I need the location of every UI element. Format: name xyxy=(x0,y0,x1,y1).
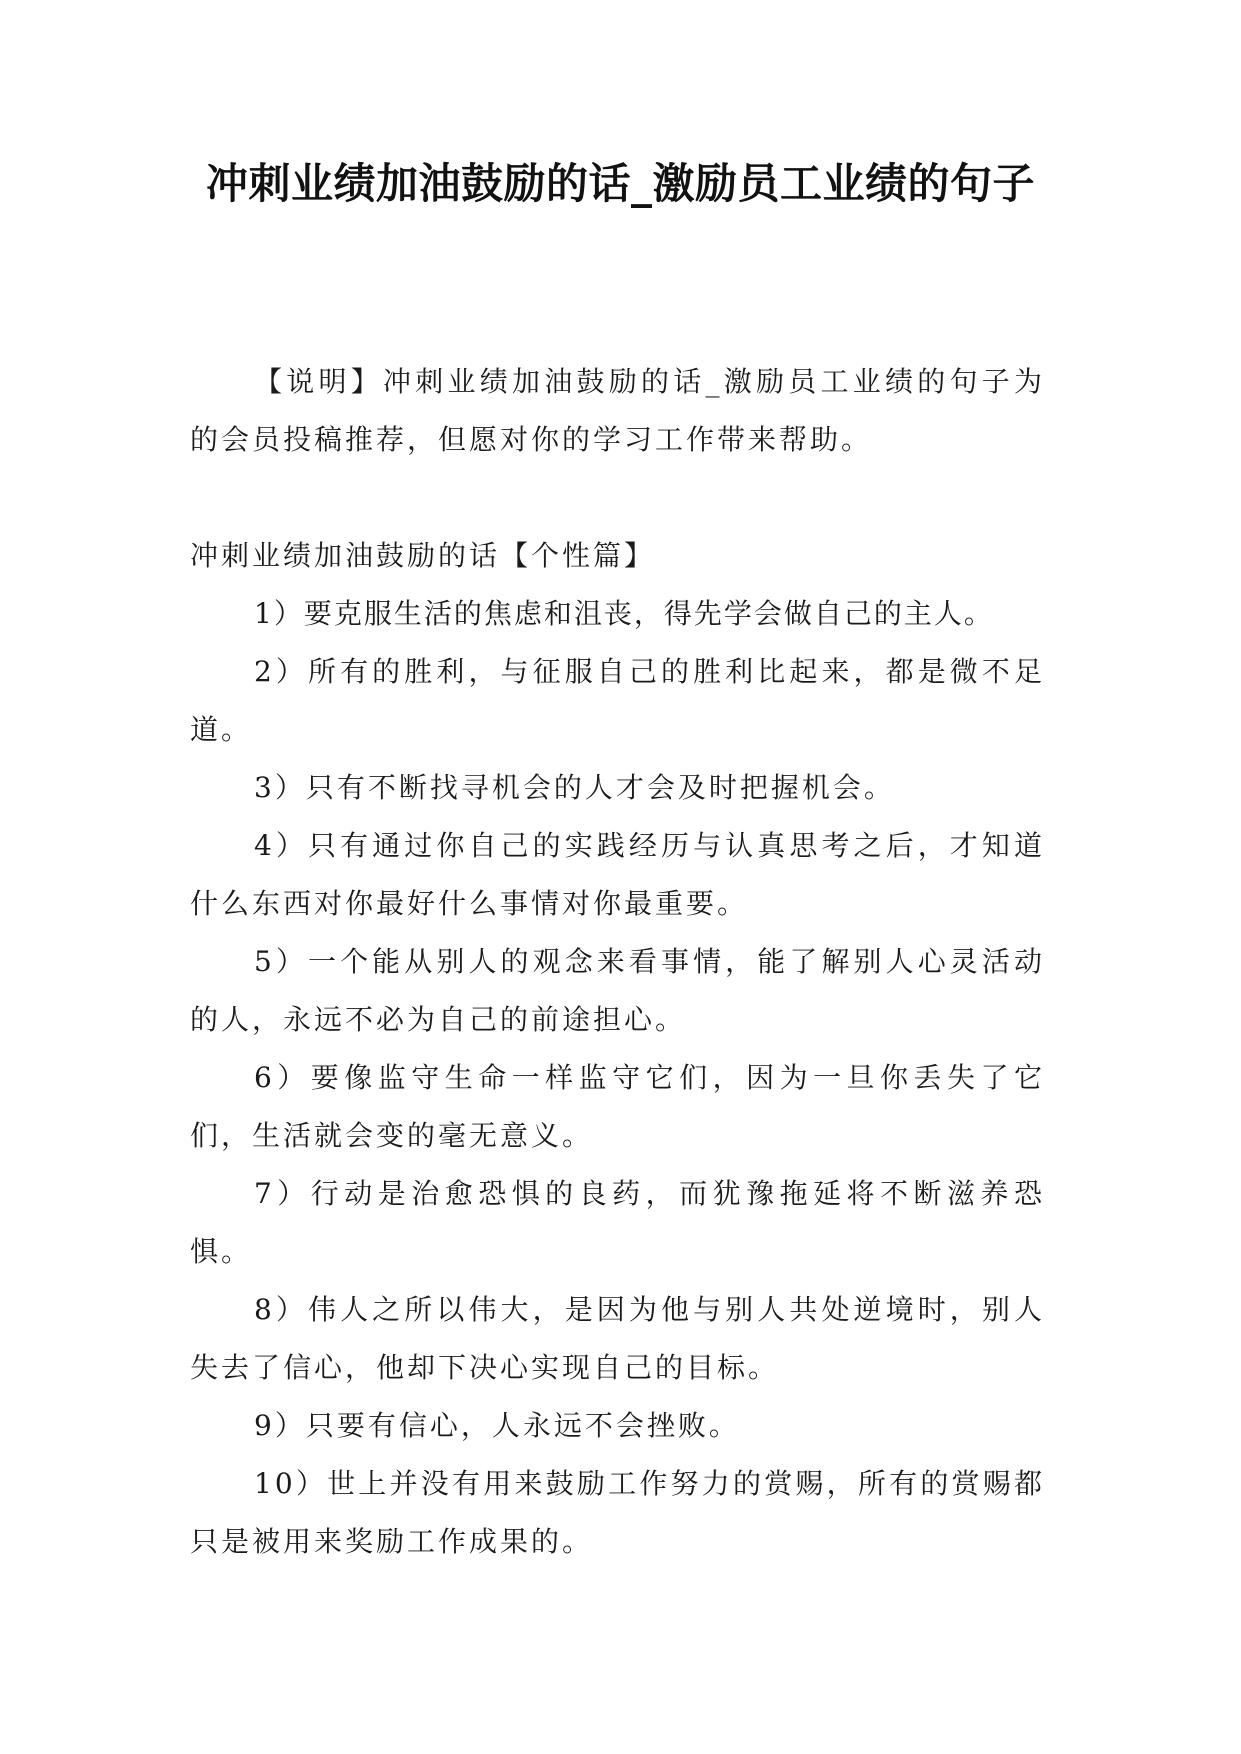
list-item: 9）只要有信心，人永远不会挫败。 xyxy=(254,1409,740,1442)
list-item: 5）一个能从别人的观念来看事情，能了解别人心灵活动的人，永远不必为自己的前途担心。 xyxy=(190,945,1045,1036)
list-item: 7）行动是治愈恐惧的良药，而犹豫拖延将不断滋养恐惧。 xyxy=(190,1177,1045,1268)
list-item: 3）只有不断找寻机会的人才会及时把握机会。 xyxy=(254,771,895,804)
quote-list xyxy=(190,585,1045,1571)
document-title: 冲刺业绩加油鼓励的话_激励员工业绩的句子 xyxy=(205,159,1035,208)
list-item: 2）所有的胜利，与征服自己的胜利比起来，都是微不足道。 xyxy=(190,655,1045,746)
list-item: 1）要克服生活的焦虑和沮丧，得先学会做自己的主人。 xyxy=(254,597,994,630)
list-item: 10）世上并没有用来鼓励工作努力的赏赐，所有的赏赐都只是被用来奖励工作成果的。 xyxy=(190,1467,1045,1558)
section-heading: 冲刺业绩加油鼓励的话【个性篇】 xyxy=(190,539,656,572)
list-item: 6）要像监守生命一样监守它们，因为一旦你丢失了它们，生活就会变的毫无意义。 xyxy=(190,1061,1045,1152)
list-item: 4）只有通过你自己的实践经历与认真思考之后，才知道什么东西对你最好什么事情对你最重要。 xyxy=(190,829,1045,920)
intro-paragraph: 【说明】冲刺业绩加油鼓励的话_激励员工业绩的句子为的会员投稿推荐，但愿对你的学习工作带来帮助。 xyxy=(190,365,1045,456)
list-item: 8）伟人之所以伟大，是因为他与别人共处逆境时，别人失去了信心，他却下决心实现自己的目标。 xyxy=(190,1293,1045,1384)
